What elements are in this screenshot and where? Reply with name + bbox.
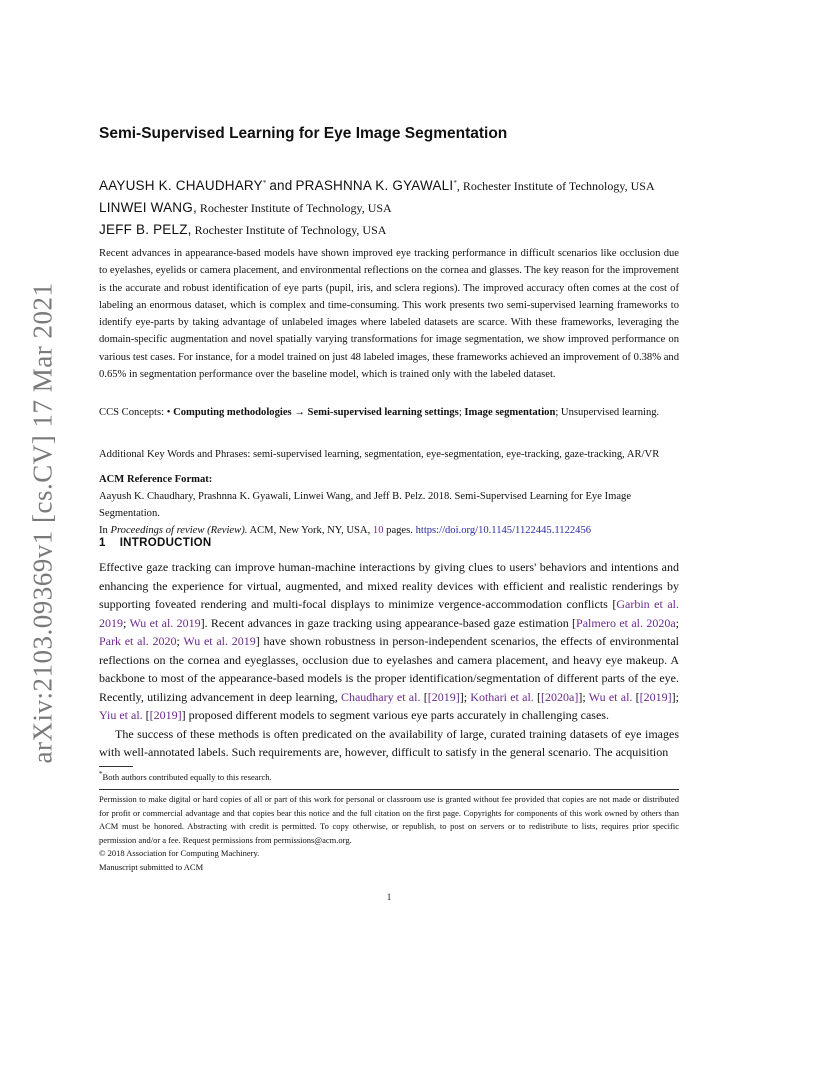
citation-link[interactable]: Park et al. 2020 — [99, 634, 177, 648]
text: proposed different models to segment various eye parts accurately in challenging cases. — [185, 708, 609, 722]
text: ; — [582, 689, 589, 704]
arxiv-watermark — [22, 282, 64, 763]
paragraph: Effective gaze tracking can improve human-machine interactions by giving clues to users' behaviors and intentions and enhancing the experience for virtual, augmented, and mixed reality devices with efficient and realistic renderings by supporting foveated rendering and multi-focal displays to minimize vergence-accommodation conflicts [Garbin et al. 2019; Wu et al. 2019]. Recent advances in gaze tracking using appearance-based gaze estimation [Palmero et al. 2020a; Park et al. 2020; Wu et al. 2019] have shown robustness in person-independent scenarios, the effects of environmental reflections on the cornea and eyeglasses, occlusion due to eyelashes and camera placement, and heavy eye makeup. A backbone to most of the appearance-based models is the proper identification/segmentation of different parts of the eye. Recently, utilizing advancement in deep learning, Chaudhary et al. [[2019]]; Kothari et al. [[2020a]]; Wu et al. [[2019]]; Yiu et al. [[2019]] proposed different models to segment various eye parts accurately in challenging cases. — [99, 560, 680, 722]
author-conjunction: and — [269, 178, 293, 193]
permission-text: Permission to make digital or hard copies of all or part of this work for personal or classroom use is granted without fee provided that copies are not made or distributed for profit or commercial advantage and that copies bear this notice and the full citation on the first page. Copyrights for components of this work owned by others than ACM must be honored. Abstracting with credit is permitted. To copy otherwise, or republish, to post on servers or to redistribute to lists, requires prior specific permission and/or a fee. Request permissions from permissions@acm.org. — [99, 794, 679, 845]
author-block — [99, 172, 699, 241]
citation-year-link[interactable]: [2019] — [149, 708, 182, 722]
introduction-body — [99, 558, 679, 762]
reference-in: In — [99, 525, 108, 536]
text: Effective gaze tracking can improve human-machine interactions by giving clues to users' behaviors and intentions and enhancing the experience for virtual, augmented, and mixed reality devices with efficient and realistic renderings by supporting foveated rendering and multi-focal displays to minimize vergence-accommodation conflicts [ — [99, 560, 679, 611]
reference-page-count[interactable]: 10 — [372, 525, 384, 536]
author-footnote-mark: * — [262, 179, 267, 187]
author-affiliation: , Rochester Institute of Technology, USA — [456, 179, 655, 193]
section-number: 1 — [99, 537, 106, 549]
citation-year-link[interactable]: [2019] — [639, 689, 672, 704]
citation-link[interactable]: Garbin et al. 2019 — [99, 597, 679, 630]
author-name: AAYUSH K. CHAUDHARY — [99, 178, 263, 193]
keywords: Additional Key Words and Phrases: semi-supervised learning, segmentation, eye-segmentation, eye-tracking, gaze-tracking, AR/VR — [99, 449, 660, 460]
abstract: Recent advances in appearance-based models have shown improved eye tracking performance in difficult scenarios like occlusion due to eyelashes, eyelids or camera placement, and environmental reflections on the cornea and glasses. The key reason for the improvement is the accurate and robust identification of eye parts (pupil, iris, and sclera regions). The improved accuracy often comes at the cost of labeling an enormous dataset, which is complex and time-consuming. This work presents two semi-supervised learning frameworks to identify eye-parts by taking advantage of unlabeled images where labeled datasets are scarce. With these frameworks, leveraging the domain-specific augmentation and novel spatially varying transformations for image segmentation, we show improved performance on various test cases. For instance, for a model trained on just 48 labeled images, these frameworks achieved an improvement of 0.38% and 0.65% in segmentation performance over the baseline model, which is trained only with the labeled dataset. — [99, 248, 679, 381]
author-footnote-mark: * — [453, 179, 457, 187]
citation-link[interactable]: Yiu et al. — [99, 708, 143, 722]
author-name: JEFF B. PELZ, — [99, 222, 192, 237]
ccs-term: Image segmentation — [464, 407, 556, 418]
permission-block — [99, 793, 679, 875]
citation-link[interactable]: Wu et al. 2019 — [129, 615, 201, 630]
text: ]. Recent advances in gaze tracking using appearance-based gaze estimation [ — [200, 615, 577, 630]
section-title: INTRODUCTION — [119, 537, 212, 549]
page-number: 1 — [386, 892, 392, 902]
permission-rule — [99, 789, 679, 790]
text: ; — [463, 689, 471, 704]
author-name: PRASHNNA K. GYAWALI — [295, 178, 454, 193]
paragraph: The success of these methods is often predicated on the availability of large, curated training datasets of eye images with well-annotated labels. Such requirements are, however, difficult to satisfy in the general scenario. The acquisition — [99, 726, 679, 759]
reference-line-1: Aayush K. Chaudhary, Prashnna K. Gyawali, Linwei Wang, and Jeff B. Pelz. 2018. Semi-Supervised Learning for Eye Image Segmentation. — [99, 491, 632, 519]
paper-title: Semi-Supervised Learning for Eye Image Segmentation — [99, 125, 508, 142]
ccs-separator: ; — [458, 407, 462, 418]
citation-year-link[interactable]: [2019] — [427, 689, 460, 704]
reference-pages-word: pages. — [386, 525, 413, 536]
text: ; — [176, 634, 184, 648]
manuscript-line: Manuscript submitted to ACM — [99, 861, 204, 872]
reference-format — [99, 488, 679, 539]
author-affiliation: Rochester Institute of Technology, USA — [194, 223, 387, 237]
text: ; — [675, 689, 679, 704]
reference-publisher: ACM, New York, NY, USA, — [249, 525, 371, 536]
section-heading — [99, 537, 211, 549]
citation-link[interactable]: Kothari et al. — [470, 689, 534, 704]
text: ] have shown robustness in person-independent scenarios, the effects of environmental reflections on the cornea and eyeglasses, occlusion due to eyelashes and camera placement, and heavy eye makeup. A backbone to most of the appearance-based models is the proper identification/segmentation of different parts of the eye. Recently, utilizing advancement in deep learning, — [99, 634, 680, 704]
footnote-rule — [99, 766, 133, 767]
doi-link[interactable]: https://doi.org/10.1145/1122445.1122456 — [415, 525, 592, 536]
author-line-1 — [99, 172, 699, 197]
citation-year-link[interactable]: [2020a] — [541, 689, 579, 704]
reference-venue: Proceedings of review (Review). — [110, 525, 248, 536]
author-name: LINWEI WANG, — [99, 200, 197, 215]
citation-link[interactable]: Wu et al. 2019 — [183, 634, 256, 648]
reference-heading: ACM Reference Format: — [99, 474, 213, 485]
citation-link[interactable]: Wu et al. — [588, 689, 633, 704]
text: ; — [675, 615, 679, 630]
author-line-3 — [99, 219, 699, 241]
ccs-term: Computing methodologies → Semi-supervised learning settings — [173, 407, 459, 418]
author-affiliation: Rochester Institute of Technology, USA — [199, 201, 392, 215]
footnote-text: Both authors contributed equally to this research. — [102, 771, 272, 782]
arxiv-id: arXiv:2103.09369v1 [cs.CV] 17 Mar 2021 — [27, 282, 58, 763]
citation-link[interactable]: Palmero et al. 2020a — [576, 615, 676, 630]
copyright-line: © 2018 Association for Computing Machinery. — [99, 848, 260, 859]
author-line-2 — [99, 197, 699, 219]
ccs-concepts — [99, 404, 679, 421]
citation-link[interactable]: Chaudhary et al. — [340, 689, 421, 704]
footnote-mark: * — [99, 770, 103, 778]
text: ; — [123, 615, 130, 630]
ccs-prefix: CCS Concepts: • — [99, 407, 171, 418]
footnote — [99, 770, 272, 782]
ccs-rest: ; Unsupervised learning. — [555, 407, 660, 418]
